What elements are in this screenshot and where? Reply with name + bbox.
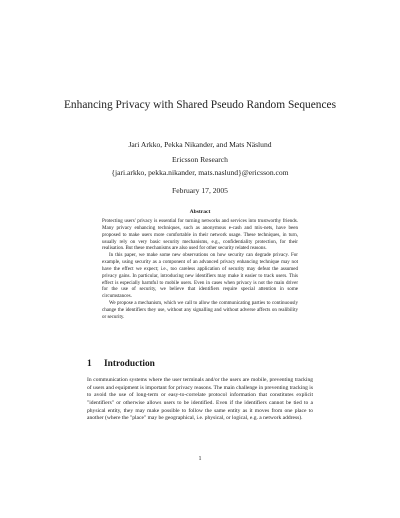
section-title: Introduction [104,359,155,369]
abstract-heading: Abstract [189,209,211,215]
abstract-body [102,218,298,321]
section-heading [87,358,155,370]
abstract-paragraph: Protecting users' privacy is essential for turning networks and services into trustworthy friends. Many privacy enhancing techniques, such as anonymous e-cash and mix-nets, have been proposed to make users more comfortable in their network usage. These techniques, in turn, usually rely on very basic security mechanisms, e.g., confidentiality protection, for their realisation. But these mechanisms are also used for other security related reasons. [102,218,298,252]
paper-title: Enhancing Privacy with Shared Pseudo Random Sequences [63,99,337,111]
section-body [87,377,313,423]
body-paragraph: In communication systems where the user terminals and/or the users are mobile, preventing tracking of users and equipment is important for privacy reasons. The main challenge in preventing tracking is to avoid the use of long-term or easy-to-correlate protocol information that constitutes explicit "identifiers" or otherwise allows users to be identified. Even if the identifiers cannot be tied to a physical entity, they may make possible to follow the same entity as it moves from one place to another (where the "place" may be geographical, i.e. physical, or logical, e.g. a network address). [87,377,313,422]
publication-date: February 17, 2005 [172,186,228,195]
abstract-paragraph: We propose a mechanism, which we call to allow the communicating parties to continuously change the identifiers they use, without any signalling and without adverse affects on realibility or security. [102,300,298,320]
author-emails: {jari.arkko, pekka.nikander, mats.naslund}@ericsson.com [111,168,289,177]
page-number: 1 [198,456,202,462]
abstract-paragraph: In this paper, we make some new observations on how security can degrade privacy. For example, using security as a component of an advanced privacy enhancing technique may not have the effect we expect; i.e., too careless application of security may defeat the assumed privacy gains. In particular, introducing new identifiers may make it easier to track users. This effect is especially harmful to mobile users. Even in cases when privacy is not the main driver for the use of security, we believe that identifiers require special attention in some circumstances. [102,252,298,300]
section-number: 1 [87,359,92,369]
author-list: Jari Arkko, Pekka Nikander, and Mats Näslund [128,140,272,149]
affiliation: Ericsson Research [172,155,228,164]
